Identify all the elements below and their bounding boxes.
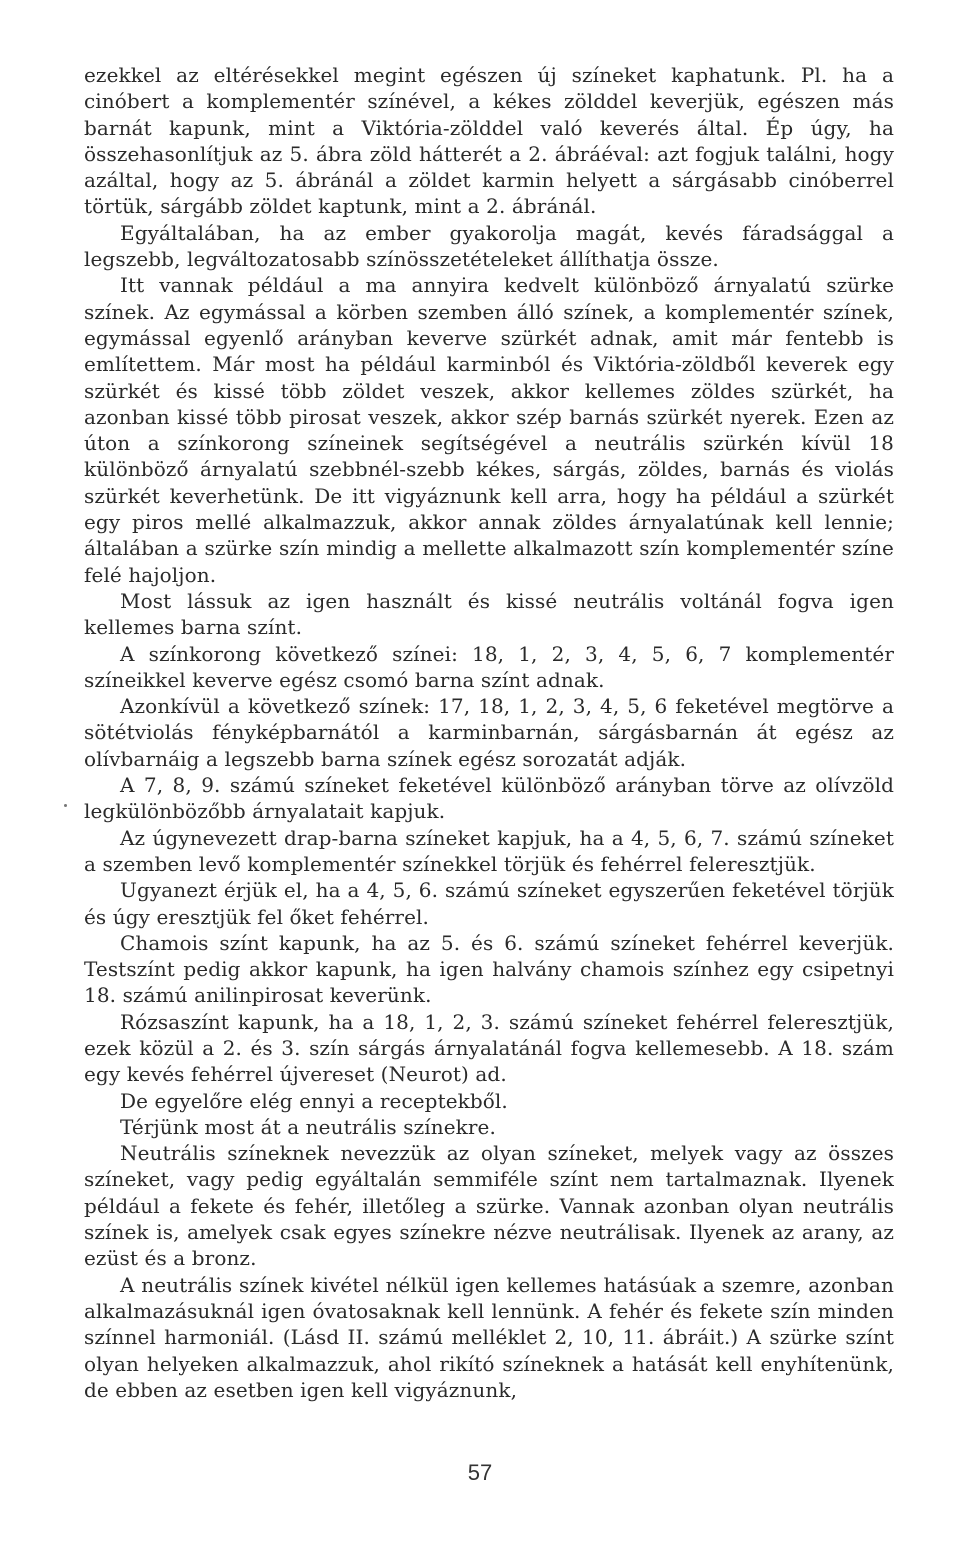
paragraph: De egyelőre elég ennyi a receptekből. — [120, 1088, 508, 1113]
paragraph: A színkorong következő színei: 18, 1, 2, 3, 4, 5, 6, 7 komplementér színeikkel keverve egész csomó barna színt adnak. — [84, 641, 894, 692]
page-body — [84, 62, 894, 1403]
paragraph: Chamois színt kapunk, ha az 5. és 6. számú színeket fehérrel keverjük. Testszínt pedig akkor kapunk, ha igen halvány chamois színhez egy csipetnyi 18. számú anilinpirosat keverünk. — [84, 930, 894, 1008]
margin-mark — [64, 804, 67, 807]
paragraph: A neutrális színek kivétel nélkül igen kellemes hatásúak a szemre, azonban alkalmazásuknál igen óvatosaknak kell lennünk. A fehér és fekete szín minden színnel harmoniál. (Lásd II. számú melléklet 2, 10, 11. ábráit.) A szürke színt olyan helyeken alkalmazzuk, ahol rikító színeknek a hatását kell enyhítenünk, de ebben az esetben igen kell vigyáznunk, — [84, 1272, 894, 1402]
page-number: 57 — [467, 1460, 493, 1485]
paragraph: A 7, 8, 9. számú színeket feketével különböző arányban törve az olívzöld legkülönbözőbb árnyalatait kapjuk. — [84, 773, 894, 824]
paragraph: Egyáltalában, ha az ember gyakorolja magát, kevés fáradsággal a legszebb, legváltozatosabb színösszetételeket állíthatja össze. — [84, 220, 894, 272]
paragraph: Itt vannak például a ma annyira kedvelt különböző árnyalatú szürke színek. Az egymással a körben szemben álló színek, a komplementér színek, egymással egyenlő arányban keverve szürkét adnak, amit már fentebb is említettem. Már most ha például karminból és Viktória-zöldből keverek egy szürkét és kissé több zöldet veszek, akkor kellemes zöldes szürkét, ha azonban kissé több pirosat veszek, akkor szép barnás szürkét nyerek. Ezen az úton a színkorong színeinek segítségével a neutrális szürkén kívül 18 különböző árnyalatú szebbnél-szebb kékes, sárgás, zöldes, barnás és violás szürkét keverhetünk. De itt vigyáznunk kell arra, hogy ha például a szürkét egy piros mellé alkalmazzuk, akkor annak zöldes árnyalatúnak kell lennie; általában a szürke szín mindig a mellette alkalmazott szín komplementér színe felé hajoljon. — [84, 273, 894, 587]
paragraph: Rózsaszínt kapunk, ha a 18, 1, 2, 3. számú színeket fehérrel feleresztjük, ezek közül a 2. és 3. szín sárgás árnyalatánál fogva kellemesebb. A 18. szám egy kevés fehérrel újvereset (Neurot) ad. — [84, 1009, 894, 1087]
paragraph: Az úgynevezett drap-barna színeket kapjuk, ha a 4, 5, 6, 7. számú színeket a szemben levő komplementér színekkel törjük és fehérrel feleresztjük. — [84, 825, 894, 876]
paragraph: ezekkel az eltérésekkel megint egészen új színeket kaphatunk. Pl. ha a cinóbert a komplementér színével, a kékes zölddel keverjük, egészen más barnát kapunk, mint a Viktória-zölddel való keverés által. Ép úgy, ha összehasonlítjuk az 5. ábra zöld hátterét a 2. ábráéval: azt fogjuk találni, hogy azáltal, hogy az 5. ábránál a zöldet karmin helyett a sárgásabb cinóberrel törtük, sárgább zöldet kaptunk, mint a 2. ábránál. — [84, 63, 894, 219]
paragraph: Ugyanezt érjük el, ha a 4, 5, 6. számú színeket egyszerűen feketével törjük és úgy eresztjük fel őket fehérrel. — [84, 878, 894, 929]
paragraph: Neutrális színeknek nevezzük az olyan színeket, melyek vagy az összes színeket, vagy pedig egyáltalán semmiféle színt nem tartalmaznak. Ilyenek például a fekete és fehér, illetőleg a szürke. Vannak azonban olyan neutrális színek is, amelyek csak egyes színekre nézve neutrálisak. Ilyenek az arany, az ezüst és a bronz. — [84, 1141, 894, 1271]
paragraph: Most lássuk az igen használt és kissé neutrális voltánál fogva igen kellemes barna színt. — [84, 588, 894, 640]
paragraph: Térjünk most át a neutrális színekre. — [120, 1114, 496, 1139]
paragraph: Azonkívül a következő színek: 17, 18, 1, 2, 3, 4, 5, 6 feketével megtörve a sötétviolás fényképbarnától a karminbarnán, sárgásbarnán át egész az olívbarnáig a legszebb barna színek egész sorozatát adják. — [84, 694, 894, 771]
